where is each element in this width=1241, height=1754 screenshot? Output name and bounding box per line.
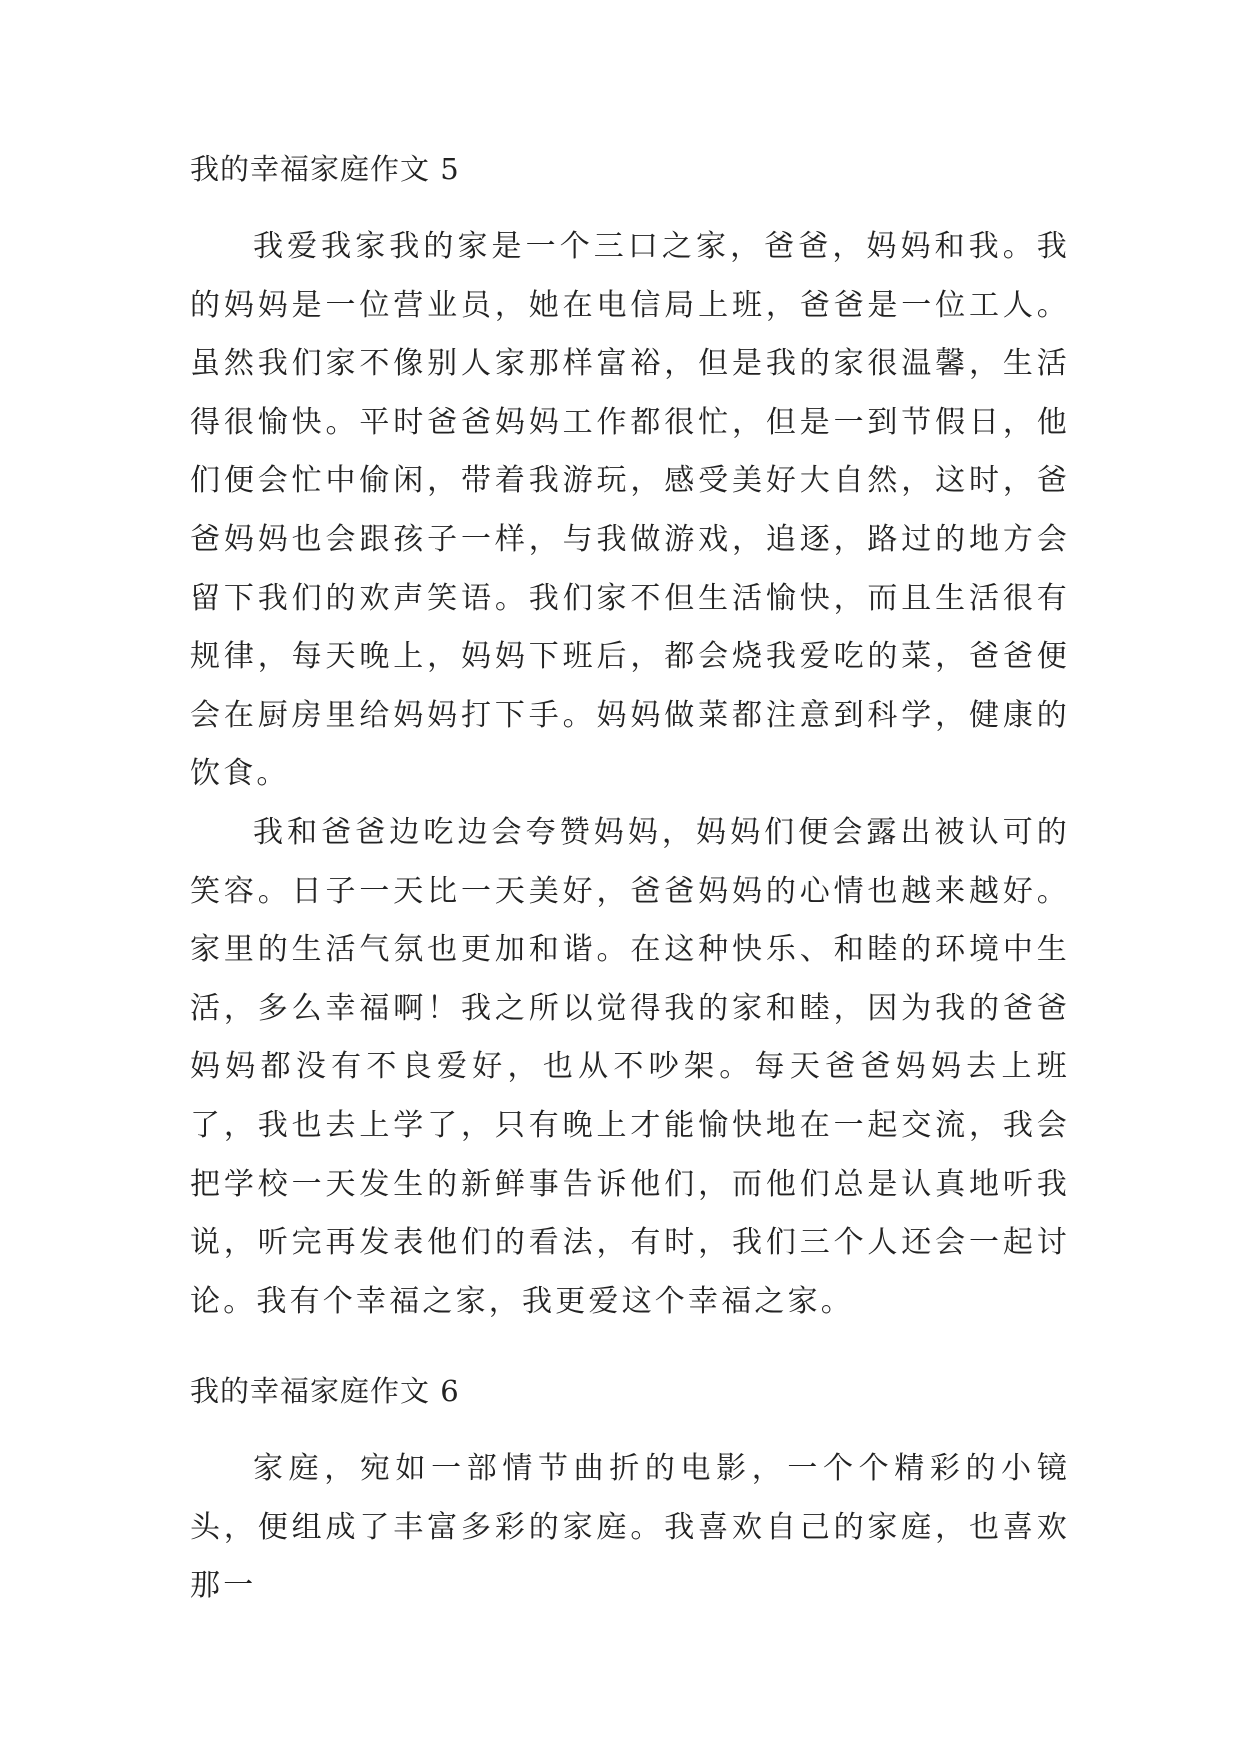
essay-section-5 [190,148,1070,1331]
body-paragraph: 我爱我家我的家是一个三口之家，爸爸，妈妈和我。我的妈妈是一位营业员，她在电信局上班，爸爸是一位工人。虽然我们家不像别人家那样富裕，但是我的家很温馨，生活得很愉快。平时爸爸妈妈工作都很忙，但是一到节假日，他们便会忙中偷闲，带着我游玩，感受美好大自然，这时，爸爸妈妈也会跟孩子一样，与我做游戏，追逐，路过的地方会留下我们的欢声笑语。我们家不但生活愉快，而且生活很有规律，每天晚上，妈妈下班后，都会烧我爱吃的菜，爸爸便会在厨房里给妈妈打下手。妈妈做菜都注意到科学，健康的饮食。 [190,229,1070,792]
section-heading: 我的幸福家庭作文 6 [190,1374,460,1408]
body-paragraph: 家庭，宛如一部情节曲折的电影，一个个精彩的小镜头，便组成了丰富多彩的家庭。我喜欢自己的家庭，也喜欢那一 [190,1451,1070,1604]
section-heading: 我的幸福家庭作文 5 [190,152,460,186]
body-paragraph: 我和爸爸边吃边会夸赞妈妈，妈妈们便会露出被认可的笑容。日子一天比一天美好，爸爸妈妈的心情也越来越好。家里的生活气氛也更加和谐。在这种快乐、和睦的环境中生活，多么幸福啊！我之所以觉得我的家和睦，因为我的爸爸妈妈都没有不良爱好，也从不吵架。每天爸爸妈妈去上班了，我也去上学了，只有晚上才能愉快地在一起交流，我会把学校一天发生的新鲜事告诉他们，而他们总是认真地听我说，听完再发表他们的看法，有时，我们三个人还会一起讨论。我有个幸福之家，我更爱这个幸福之家。 [190,814,1070,1319]
essay-section-6 [190,1370,1070,1616]
